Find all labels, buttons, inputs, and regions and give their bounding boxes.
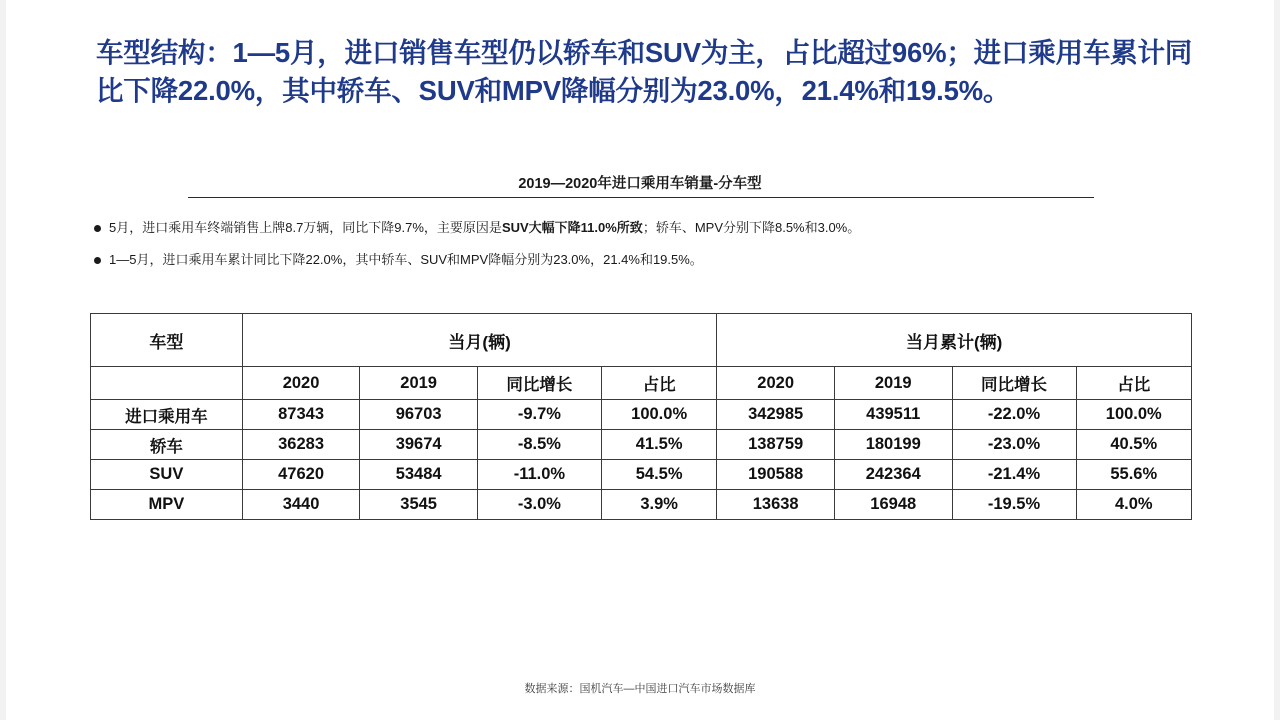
cell-month-2020: 36283 <box>242 430 360 460</box>
table-row <box>91 490 1192 520</box>
cell-month-2019: 39674 <box>360 430 478 460</box>
cell-month-2019: 3545 <box>360 490 478 520</box>
cell-ytd-2019: 16948 <box>834 490 952 520</box>
source-note: 数据来源：国机汽车—中国进口汽车市场数据库 <box>524 683 756 695</box>
header-month-2019: 2019 <box>360 367 478 400</box>
title-divider <box>188 197 1094 198</box>
cell-ytd-growth: -23.0% <box>952 430 1076 460</box>
cell-ytd-growth: -21.4% <box>952 460 1076 490</box>
cell-ytd-2019: 439511 <box>834 400 952 430</box>
cell-ytd-share: 4.0% <box>1076 490 1191 520</box>
cell-ytd-share: 55.6% <box>1076 460 1191 490</box>
left-edge-bar <box>0 0 6 720</box>
header-vehicle-type: 车型 <box>91 314 243 367</box>
header-ytd: 当月累计(辆) <box>717 314 1192 367</box>
row-label: 轿车 <box>91 430 243 460</box>
cell-month-share: 41.5% <box>601 430 716 460</box>
header-month: 当月(辆) <box>242 314 717 367</box>
cell-ytd-2020: 13638 <box>717 490 835 520</box>
header-ytd-growth: 同比增长 <box>952 367 1076 400</box>
bullet-text-bold: SUV大幅下降11.0%所致 <box>501 220 643 235</box>
cell-ytd-share: 40.5% <box>1076 430 1191 460</box>
header-month-growth: 同比增长 <box>477 367 601 400</box>
header-month-share: 占比 <box>601 367 716 400</box>
cell-month-share: 54.5% <box>601 460 716 490</box>
table-row <box>91 460 1192 490</box>
cell-month-share: 100.0% <box>601 400 716 430</box>
table-row <box>91 400 1192 430</box>
table-subheader-row <box>91 367 1192 400</box>
cell-ytd-2020: 190588 <box>717 460 835 490</box>
chart-title: 2019—2020年进口乘用车销量-分车型 <box>518 176 762 192</box>
sales-table <box>90 313 1192 520</box>
cell-month-2020: 87343 <box>242 400 360 430</box>
cell-ytd-2020: 138759 <box>717 430 835 460</box>
cell-month-growth: -11.0% <box>477 460 601 490</box>
row-label: MPV <box>91 490 243 520</box>
row-label: SUV <box>91 460 243 490</box>
cell-month-2019: 53484 <box>360 460 478 490</box>
page-title: 车型结构：1—5月，进口销售车型仍以轿车和SUV为主，占比超过96%；进口乘用车累计同比下降22.0%，其中轿车、SUV和MPV降幅分别为23.0%，21.4%和19.5%。 <box>96 37 1193 106</box>
bullet-text-pre: 5月，进口乘用车终端销售上牌8.7万辆，同比下降9.7%，主要原因是 <box>109 220 502 235</box>
cell-ytd-share: 100.0% <box>1076 400 1191 430</box>
bullet-text-post: ；轿车、MPV分别下降8.5%和3.0%。 <box>642 220 861 235</box>
cell-ytd-2020: 342985 <box>717 400 835 430</box>
header-ytd-2020: 2020 <box>717 367 835 400</box>
header-ytd-2019: 2019 <box>834 367 952 400</box>
list-item <box>92 216 1202 240</box>
cell-month-growth: -3.0% <box>477 490 601 520</box>
bullet-list <box>92 216 1202 280</box>
table-header-row <box>91 314 1192 367</box>
cell-month-share: 3.9% <box>601 490 716 520</box>
header-spacer <box>91 367 243 400</box>
header-month-2020: 2020 <box>242 367 360 400</box>
cell-month-2020: 3440 <box>242 490 360 520</box>
right-edge-bar <box>1274 0 1280 720</box>
header-ytd-share: 占比 <box>1076 367 1191 400</box>
cell-ytd-growth: -22.0% <box>952 400 1076 430</box>
cell-month-2020: 47620 <box>242 460 360 490</box>
list-item <box>92 248 1202 272</box>
cell-month-growth: -9.7% <box>477 400 601 430</box>
cell-ytd-2019: 242364 <box>834 460 952 490</box>
cell-ytd-2019: 180199 <box>834 430 952 460</box>
cell-month-growth: -8.5% <box>477 430 601 460</box>
cell-ytd-growth: -19.5% <box>952 490 1076 520</box>
bullet-text-pre: 1—5月，进口乘用车累计同比下降22.0%，其中轿车、SUV和MPV降幅分别为23.0%，21.4%和19.5%。 <box>109 252 703 268</box>
table-row <box>91 430 1192 460</box>
row-label: 进口乘用车 <box>91 400 243 430</box>
cell-month-2019: 96703 <box>360 400 478 430</box>
